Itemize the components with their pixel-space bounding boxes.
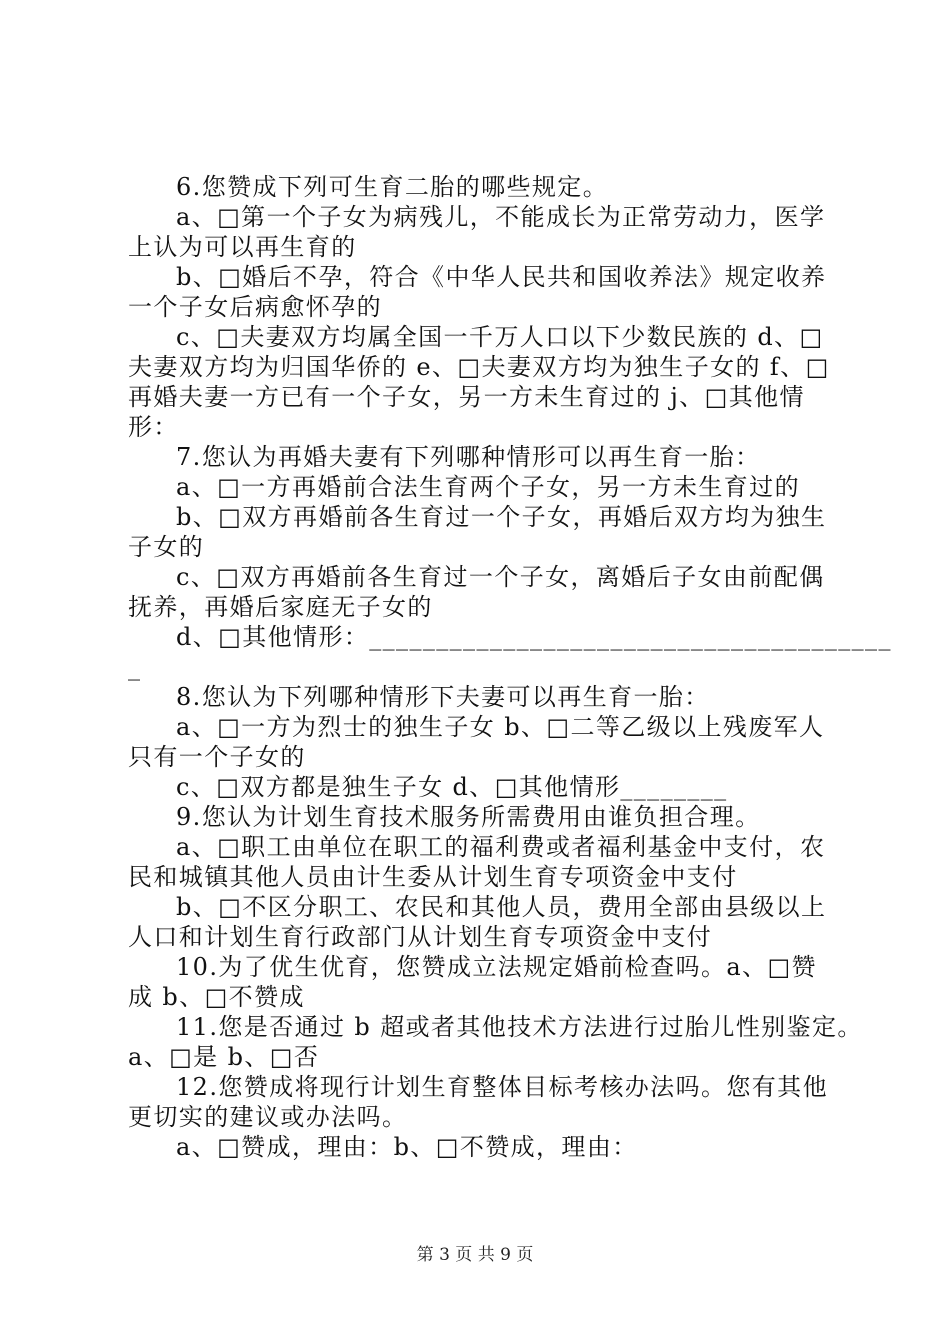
text-line: 更切实的建议或办法吗。 xyxy=(128,1103,408,1131)
text-line: 抚养，再婚后家庭无子女的 xyxy=(128,593,433,621)
text-line: 9.您认为计划生育技术服务所需费用由谁负担合理。 xyxy=(176,803,761,831)
text-line: 夫妻双方均为归国华侨的 e、□夫妻双方均为独生子女的 f、□ xyxy=(128,353,830,381)
text-line: 民和城镇其他人员由计生委从计划生育专项资金中支付 xyxy=(128,863,738,891)
text-line: 子女的 xyxy=(128,533,205,561)
text-line: c、□双方都是独生子女 d、□其他情形________ xyxy=(176,773,728,801)
text-line: d、□其他情形：_______________________________________ xyxy=(176,623,892,651)
text-line: c、□双方再婚前各生育过一个子女，离婚后子女由前配偶 xyxy=(176,563,825,591)
text-line: a、□职工由单位在职工的福利费或者福利基金中支付，农 xyxy=(176,833,826,861)
text-line: b、□双方再婚前各生育过一个子女，再婚后双方均为独生 xyxy=(176,503,827,531)
text-line: 只有一个子女的 xyxy=(128,743,306,771)
text-line: 11.您是否通过 b 超或者其他技术方法进行过胎儿性别鉴定。 xyxy=(176,1013,863,1041)
text-line: _ xyxy=(128,653,142,681)
text-line: 8.您认为下列哪种情形下夫妻可以再生育一胎： xyxy=(176,683,710,711)
text-line: 上认为可以再生育的 xyxy=(128,233,357,261)
text-line: a、□第一个子女为病残儿，不能成长为正常劳动力，医学 xyxy=(176,203,826,231)
text-line: a、□是 b、□否 xyxy=(128,1043,320,1071)
text-line: 成 b、□不赞成 xyxy=(128,983,305,1011)
page-footer: 第 3 页 共 9 页 xyxy=(416,1245,534,1265)
text-line: a、□赞成，理由：b、□不赞成，理由： xyxy=(176,1133,638,1161)
text-line: c、□夫妻双方均属全国一千万人口以下少数民族的 d、□ xyxy=(176,323,824,351)
text-line: b、□婚后不孕，符合《中华人民共和国收养法》规定收养 xyxy=(176,263,827,291)
text-line: 再婚夫妻一方已有一个子女，另一方未生育过的 j、□其他情 xyxy=(128,383,805,411)
text-line: 12.您赞成将现行计划生育整体目标考核办法吗。您有其他 xyxy=(176,1073,828,1101)
text-line: 形： xyxy=(128,413,179,441)
text-line: a、□一方再婚前合法生育两个子女，另一方未生育过的 xyxy=(176,473,800,501)
text-line: 10.为了优生优育，您赞成立法规定婚前检查吗。a、□赞 xyxy=(176,953,817,981)
questionnaire-body xyxy=(128,172,892,1162)
text-line: 7.您认为再婚夫妻有下列哪种情形可以再生育一胎： xyxy=(176,443,761,471)
text-line: 人口和计划生育行政部门从计划生育专项资金中支付 xyxy=(128,923,713,951)
text-line: 一个子女后病愈怀孕的 xyxy=(128,293,382,321)
text-line: a、□一方为烈士的独生子女 b、□二等乙级以上残废军人 xyxy=(176,713,825,741)
text-line: b、□不区分职工、农民和其他人员，费用全部由县级以上 xyxy=(176,893,827,921)
text-line: 6.您赞成下列可生育二胎的哪些规定。 xyxy=(176,173,609,201)
